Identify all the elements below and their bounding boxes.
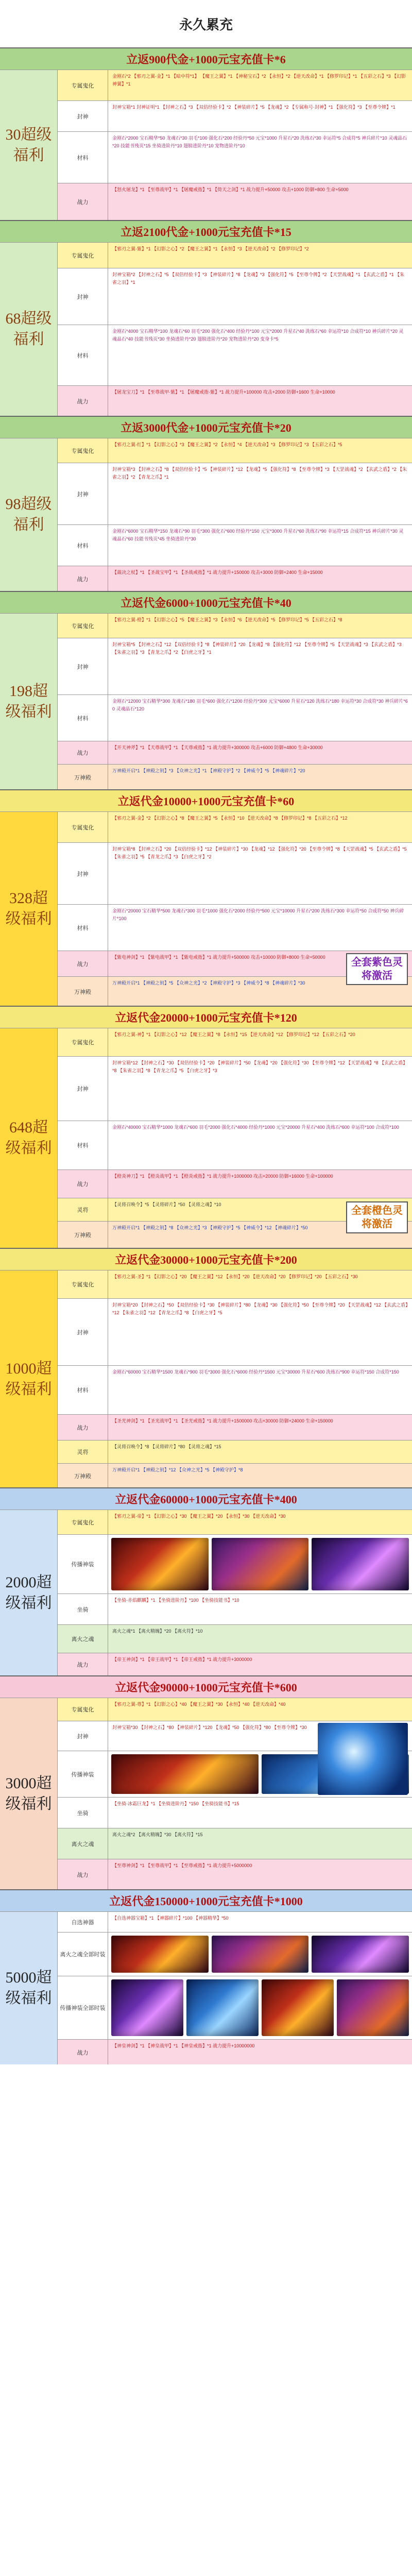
row-content: 【自选神器宝箱】*1 【神器碎片】*100 【神器精华】*50 xyxy=(112,1916,229,1921)
tier-1000 xyxy=(0,1248,412,1487)
row-label: 传播神装全部时装 xyxy=(58,1976,108,2039)
reward-row xyxy=(58,2040,412,2064)
fashion-preview-images xyxy=(108,1933,412,1976)
reward-row xyxy=(58,1170,412,1198)
row-label: 坐骑 xyxy=(58,1594,108,1624)
row-content: 封神宝箱*12 【封神之石】*30 【双倍经验卡】*20 【神装碎片】*50 【龙魂】*20 【强化符】*30 【至尊令牌】*12 【天罡战魂】*8 【玄武之盾】*8 【朱雀之羽】*8 【青龙之爪】*5 【白虎之牙】*3 xyxy=(112,1060,408,1073)
row-label: 封神 xyxy=(58,843,108,904)
row-content: 万神殿开启*1 【神殿之钥】*3 【众神之光】*1 【神殿守护】*2 【神威令】*5 【神魂碎片】*20 xyxy=(112,768,305,773)
row-label: 自选神器 xyxy=(58,1912,108,1932)
fashion-preview-images xyxy=(108,1976,412,2039)
row-content: 【怒火屠龙】*1 【至尊战甲】*1 【屠魔戒指】*1 【倚天之剑】*1 战力提升+50000 攻击+1000 防御+800 生命+5000 xyxy=(112,187,349,192)
gear-image xyxy=(111,1538,209,1590)
row-content: 【邪刃之翼·橙】*1 【幻影之心】*5 【魔王之翼】*3 【永恒】*6 【逆天改命】*5 【修罗印记】*5 【五彩之石】*8 xyxy=(112,617,342,622)
reward-row xyxy=(58,812,412,843)
row-label: 专属鬼化 xyxy=(58,1270,108,1298)
tier-amount: 328超级福利 xyxy=(0,812,58,1006)
tier-header: 立返900代金+1000元宝充值卡*6 xyxy=(0,48,412,70)
fashion-image xyxy=(111,1936,209,1973)
row-label: 封神 xyxy=(58,1299,108,1365)
reward-row xyxy=(58,1653,412,1675)
row-content: 【灵将召唤令】*5 【灵将碎片】*50 【灵将之魂】*10 xyxy=(112,1202,221,1207)
row-label: 战力 xyxy=(58,2040,108,2064)
reward-row xyxy=(58,741,412,765)
reward-row xyxy=(58,101,412,132)
row-label: 材料 xyxy=(58,1121,108,1170)
fashion-image xyxy=(186,1979,259,2036)
reward-row xyxy=(58,1057,412,1121)
row-label: 专属鬼化 xyxy=(58,1028,108,1056)
reward-row xyxy=(58,1976,412,2040)
row-content: 封神宝箱*8 【封神之石】*20 【双倍经验卡】*12 【神装碎片】*30 【龙魂】*12 【强化符】*20 【至尊令牌】*8 【天罡战魂】*5 【玄武之盾】*5 【朱雀之羽】*5 【青龙之爪】*3 【白虎之牙】*2 xyxy=(112,846,407,859)
row-content: 金刚石*12000 宝石精华*300 龙魂石*180 羽毛*600 强化石*1200 经验丹*300 元宝*6000 升星石*120 洗练石*180 幸运符*30 合成符*30 神兵碎片*60 灵魂晶石*120 xyxy=(112,699,408,711)
row-label: 专属鬼化 xyxy=(58,243,108,268)
row-content: 【神皇神剑】*1 【神皇战甲】*1 【神皇戒指】*1 战力提升+10000000 xyxy=(112,2043,255,2048)
gear-image xyxy=(111,1754,259,1794)
row-label: 专属鬼化 xyxy=(58,812,108,842)
tier-328 xyxy=(0,789,412,1006)
fashion-image xyxy=(111,1979,183,2036)
row-label: 离火之魂 xyxy=(58,1828,108,1859)
row-label: 封神 xyxy=(58,1721,108,1751)
row-content: 金刚石*2 【邪刃之翼·金】*1 【暗中符*1】 【魔王之翼】*1 【神秘宝石】*2 【永恒】*2 【逆天改命】*1 【修罗印记】*1 【五彩之石】*3 【幻影神翼】*1 xyxy=(112,74,406,87)
row-label: 材料 xyxy=(58,905,108,951)
gear-image xyxy=(312,1538,409,1590)
tier-header: 立返代金20000+1000元宝充值卡*120 xyxy=(0,1007,412,1028)
row-content: 金刚石*4000 宝石精华*100 龙魂石*60 羽毛*200 强化石*400 经验丹*100 元宝*2000 升星石*40 洗练石*60 幸运符*10 合成符*10 神兵碎片*20 灵魂晶石*40 技能书残页*30 坐骑进阶丹*20 翅膀进阶丹*20 宠物进阶丹*20 变身卡*5 xyxy=(112,329,404,342)
tier-header: 立返代金10000+1000元宝充值卡*60 xyxy=(0,790,412,812)
reward-row xyxy=(58,386,412,416)
row-content: 【屠龙宝刀】*1 【至尊战甲·紫】*1 【屠魔戒指·紫】*1 战力提升+100000 攻击+2000 防御+1600 生命+10000 xyxy=(112,389,335,395)
reward-row xyxy=(58,1698,412,1721)
reward-row xyxy=(58,1535,412,1594)
row-label: 灵将 xyxy=(58,1440,108,1463)
row-content: 【坐骑·冰霜巨龙】*1 【坐骑进阶丹】*150 【坐骑技能书】*15 xyxy=(112,1801,239,1806)
row-label: 专属鬼化 xyxy=(58,614,108,638)
reward-row xyxy=(58,638,412,695)
row-label: 战力 xyxy=(58,1859,108,1889)
fashion-image xyxy=(337,1979,409,2036)
reward-row xyxy=(58,1798,412,1828)
row-label: 专属鬼化 xyxy=(58,1698,108,1721)
row-label: 传播神装 xyxy=(58,1751,108,1797)
row-label: 战力 xyxy=(58,951,108,976)
tier-5000 xyxy=(0,1889,412,2064)
row-label: 封神 xyxy=(58,101,108,131)
row-label: 战力 xyxy=(58,1170,108,1198)
tier-header: 立返代金6000+1000元宝充值卡*40 xyxy=(0,592,412,614)
row-label: 万神殿 xyxy=(58,765,108,789)
reward-row xyxy=(58,1270,412,1299)
row-label: 封神 xyxy=(58,463,108,524)
row-label: 材料 xyxy=(58,695,108,741)
tier-amount: 198超级福利 xyxy=(0,614,58,789)
reward-row xyxy=(58,132,412,183)
tier-header: 立返代金90000+1000元宝充值卡*600 xyxy=(0,1676,412,1698)
orange-general-badge: 全套橙色灵将激活 xyxy=(346,1201,408,1233)
reward-row xyxy=(58,243,412,268)
reward-row xyxy=(58,1510,412,1535)
row-content: 【邪刃之翼·金】*2 【幻影之心】*8 【魔王之翼】*5 【永恒】*10 【逆天改命】*8 【修罗印记】*8 【五彩之石】*12 xyxy=(112,816,348,821)
reward-row xyxy=(58,325,412,386)
tier-amount: 98超级福利 xyxy=(0,438,58,591)
row-label: 材料 xyxy=(58,132,108,183)
row-content: 金刚石*40000 宝石精华*1000 龙魂石*600 羽毛*2000 强化石*4000 经验丹*1000 元宝*20000 升星石*400 洗练石*600 幸运符*100 合成符*100 xyxy=(112,1125,399,1130)
row-content: 离火之魂*1 【离火精魄】*20 【离火符】*10 xyxy=(112,1629,203,1634)
row-content: 封神宝箱*5 【封神之石】*12 【双倍经验卡】*8 【神装碎片】*20 【龙魂】*8 【强化符】*12 【至尊令牌】*5 【天罡战魂】*3 【玄武之盾】*3 【朱雀之羽】*3 【青龙之爪】*2 【白虎之牙】*1 xyxy=(112,642,402,655)
row-content: 【邪刃之翼·紫】*1 【幻影之心】*2 【魔王之翼】*1 【永恒】*3 【逆天改命】*2 【修罗印记】*2 xyxy=(112,246,309,251)
tier-header: 立返2100代金+1000元宝充值卡*15 xyxy=(0,221,412,243)
row-label: 专属鬼化 xyxy=(58,438,108,463)
row-label: 材料 xyxy=(58,325,108,385)
reward-row xyxy=(58,1464,412,1487)
row-label: 万神殿 xyxy=(58,977,108,1006)
tier-header: 立返3000代金+1000元宝充值卡*20 xyxy=(0,417,412,438)
reward-row xyxy=(58,695,412,741)
row-label: 战力 xyxy=(58,1415,108,1440)
row-label: 封神 xyxy=(58,1057,108,1121)
row-content: 【裁决之杖】*1 【圣战宝甲】*1 【圣战戒指】*1 战力提升+150000 攻击+3000 防御+2400 生命+15000 xyxy=(112,570,323,575)
row-content: 封神宝箱*2 【封神之石】*5 【双倍经验卡】*3 【神装碎片】*8 【龙魂】*3 【强化符】*5 【至尊令牌】*2 【天罡战魂】*1 【玄武之盾】*1 【朱雀之羽】*1 xyxy=(112,272,405,285)
tier-648 xyxy=(0,1006,412,1248)
reward-row xyxy=(58,268,412,325)
reward-row xyxy=(58,614,412,638)
row-label: 专属鬼化 xyxy=(58,1510,108,1534)
reward-row xyxy=(58,525,412,566)
row-label: 战力 xyxy=(58,1653,108,1675)
reward-row xyxy=(58,1299,412,1366)
tier-amount: 30超级福利 xyxy=(0,70,58,220)
fashion-image xyxy=(212,1936,309,1973)
row-content: 封神宝箱*3 【封神之石】*8 【双倍经验卡】*5 【神装碎片】*12 【龙魂】*5 【强化符】*8 【至尊令牌】*3 【天罡战魂】*2 【玄武之盾】*2 【朱雀之羽】*2 【青龙之爪】*1 xyxy=(112,467,407,480)
row-content: 万神殿开启*1 【神殿之钥】*5 【众神之光】*2 【神殿守护】*3 【神威令】*8 【神魂碎片】*30 xyxy=(112,980,305,986)
row-label: 战力 xyxy=(58,566,108,591)
row-content: 【邪刃之翼·圣】*1 【幻影之心】*20 【魔王之翼】*12 【永恒】*20 【逆天改命】*20 【修罗印记】*20 【五彩之石】*30 xyxy=(112,1274,358,1279)
row-label: 封神 xyxy=(58,268,108,325)
row-content: 封神宝箱*30 【封神之石】*80 【神装碎片】*120 【龙魂】*50 【强化符】*80 【至尊令牌】*30 xyxy=(112,1725,307,1730)
reward-row xyxy=(58,438,412,463)
row-label: 离火之魂全部时装 xyxy=(58,1933,108,1976)
mount-preview-image xyxy=(318,1723,408,1795)
gear-preview-images xyxy=(108,1535,412,1594)
row-content: 万神殿开启*1 【神殿之钥】*8 【众神之光】*3 【神殿守护】*5 【神威令】*12 【神魂碎片】*50 xyxy=(112,1225,308,1230)
row-content: 【邪刃之翼·帝】*1 【幻影之心】*30 【魔王之翼】*20 【永恒】*30 【逆天改命】*30 xyxy=(112,1514,286,1519)
row-content: 金刚石*60000 宝石精华*1500 龙魂石*900 羽毛*3000 强化石*6000 经验丹*1500 元宝*30000 升星石*600 洗练石*900 幸运符*150 合成符*150 xyxy=(112,1369,399,1375)
tier-amount: 68超级福利 xyxy=(0,243,58,416)
row-content: 万神殿开启*1 【神殿之钥】*12 【众神之光】*5 【神殿守护】*8 xyxy=(112,1467,243,1472)
reward-row xyxy=(58,1912,412,1933)
tier-2000 xyxy=(0,1487,412,1675)
purple-general-badge: 全套紫色灵将激活 xyxy=(346,953,408,985)
tier-amount: 5000超级福利 xyxy=(0,1912,58,2064)
reward-row xyxy=(58,1366,412,1415)
reward-row xyxy=(58,566,412,591)
fashion-image xyxy=(262,1979,334,2036)
gear-image xyxy=(212,1538,309,1590)
tier-198 xyxy=(0,591,412,789)
row-content: 【邪刃之翼·红】*1 【幻影之心】*3 【魔王之翼】*2 【永恒】*4 【逆天改命】*3 【修罗印记】*3 【五彩之石】*5 xyxy=(112,442,342,447)
page-title: 永久累充 xyxy=(0,0,412,47)
reward-row xyxy=(58,1121,412,1170)
row-content: 【坐骑·赤焰麒麟】*1 【坐骑进阶丹】*100 【坐骑技能书】*10 xyxy=(112,1598,239,1603)
row-label: 离火之魂 xyxy=(58,1625,108,1653)
tier-amount: 2000超级福利 xyxy=(0,1510,58,1675)
row-label: 传播神装 xyxy=(58,1535,108,1594)
row-content: 【橙炎神刀】*1 【橙炎战甲】*1 【橙炎戒指】*1 战力提升+1000000 攻击+20000 防御+16000 生命+100000 xyxy=(112,1174,333,1179)
reward-row xyxy=(58,1625,412,1653)
row-content: 【邪刃之翼·神】*1 【幻影之心】*12 【魔王之翼】*8 【永恒】*15 【逆天改命】*12 【修罗印记】*12 【五彩之石】*20 xyxy=(112,1032,355,1037)
row-content: 金刚石*6000 宝石精华*150 龙魂石*90 羽毛*300 强化石*600 经验丹*150 元宝*3000 升星石*60 洗练石*90 幸运符*15 合成符*15 神兵碎片*30 灵魂晶石*60 技能书残页*45 坐骑进阶丹*30 xyxy=(112,529,404,541)
row-label: 灵将 xyxy=(58,1198,108,1221)
tier-98 xyxy=(0,416,412,591)
row-label: 万神殿 xyxy=(58,1222,108,1248)
reward-row xyxy=(58,1028,412,1057)
reward-row xyxy=(58,183,412,220)
row-content: 【灵将召唤令】*8 【灵将碎片】*80 【灵将之魂】*15 xyxy=(112,1444,221,1449)
row-content: 【至尊神剑】*1 【至尊战甲】*1 【至尊戒指】*1 战力提升+5000000 xyxy=(112,1863,252,1868)
reward-row xyxy=(58,1933,412,1976)
row-label: 封神 xyxy=(58,638,108,694)
row-label: 万神殿 xyxy=(58,1464,108,1487)
row-label: 战力 xyxy=(58,183,108,220)
tier-amount: 1000超级福利 xyxy=(0,1270,58,1487)
tier-header: 立返代金30000+1000元宝充值卡*200 xyxy=(0,1249,412,1270)
row-label: 材料 xyxy=(58,1366,108,1414)
tier-header: 立返代金60000+1000元宝充值卡*400 xyxy=(0,1488,412,1510)
reward-row xyxy=(58,70,412,101)
row-content: 【邪刃之翼·尊】*1 【幻影之心】*40 【魔王之翼】*30 【永恒】*40 【逆天改命】*40 xyxy=(112,1702,286,1707)
row-content: 【圣光神剑】*1 【圣光战甲】*1 【圣光戒指】*1 战力提升+1500000 攻击+30000 防御+24000 生命+150000 xyxy=(112,1418,333,1423)
reward-row xyxy=(58,1594,412,1625)
row-label: 战力 xyxy=(58,386,108,416)
row-content: 金刚石*2000 宝石精华*50 龙魂石*30 羽毛*100 强化石*200 经验丹*50 元宝*1000 升星石*20 洗练石*30 幸运符*5 合成符*5 神兵碎片*10 灵魂晶石*20 技能书残页*15 坐骑进阶丹*10 翅膀进阶丹*10 宠物进阶丹*10 xyxy=(112,135,407,148)
reward-row xyxy=(58,843,412,905)
row-label: 专属鬼化 xyxy=(58,70,108,100)
row-content: 金刚石*20000 宝石精华*500 龙魂石*300 羽毛*1000 强化石*2000 经验丹*500 元宝*10000 升星石*200 洗练石*300 幸运符*50 合成符*50 神兵碎片*100 xyxy=(112,908,404,921)
reward-row xyxy=(58,1828,412,1859)
row-content: 封神宝箱*1 封神证明*1 【封神之石】*3 【双倍经验卡】*2 【神装碎片】*5 【龙魂】*2 【专属称号·封神】*1 【强化符】*3 【至尊令牌】*1 xyxy=(112,105,396,110)
tier-amount: 648超级福利 xyxy=(0,1028,58,1248)
tier-header: 立返代金150000+1000元宝充值卡*1000 xyxy=(0,1890,412,1912)
reward-row xyxy=(58,463,412,525)
reward-row xyxy=(58,765,412,789)
reward-row xyxy=(58,1440,412,1464)
row-label: 材料 xyxy=(58,525,108,566)
tier-30 xyxy=(0,47,412,220)
row-content: 【开天神斧】*1 【天尊战甲】*1 【天尊戒指】*1 战力提升+300000 攻击+6000 防御+4800 生命+30000 xyxy=(112,745,323,750)
reward-row xyxy=(58,1859,412,1889)
row-content: 离火之魂*2 【离火精魄】*30 【离火符】*15 xyxy=(112,1832,203,1837)
row-content: 【帝王神剑】*1 【帝王战甲】*1 【帝王戒指】*1 战力提升+3000000 xyxy=(112,1657,252,1662)
fashion-image xyxy=(312,1936,409,1973)
reward-row xyxy=(58,1415,412,1440)
row-label: 坐骑 xyxy=(58,1798,108,1828)
row-content: 【紫电神剑】*1 【紫电战甲】*1 【紫电戒指】*1 战力提升+500000 攻击+10000 防御+8000 生命+50000 xyxy=(112,955,325,960)
row-label: 战力 xyxy=(58,741,108,764)
tier-amount: 3000超级福利 xyxy=(0,1698,58,1889)
tier-68 xyxy=(0,220,412,416)
tier-3000 xyxy=(0,1675,412,1889)
row-content: 封神宝箱*20 【封神之石】*50 【双倍经验卡】*30 【神装碎片】*80 【龙魂】*30 【强化符】*50 【至尊令牌】*20 【天罡战魂】*12 【玄武之盾】*12 【朱雀之羽】*12 【青龙之爪】*8 【白虎之牙】*5 xyxy=(112,1302,408,1315)
reward-row xyxy=(58,905,412,951)
